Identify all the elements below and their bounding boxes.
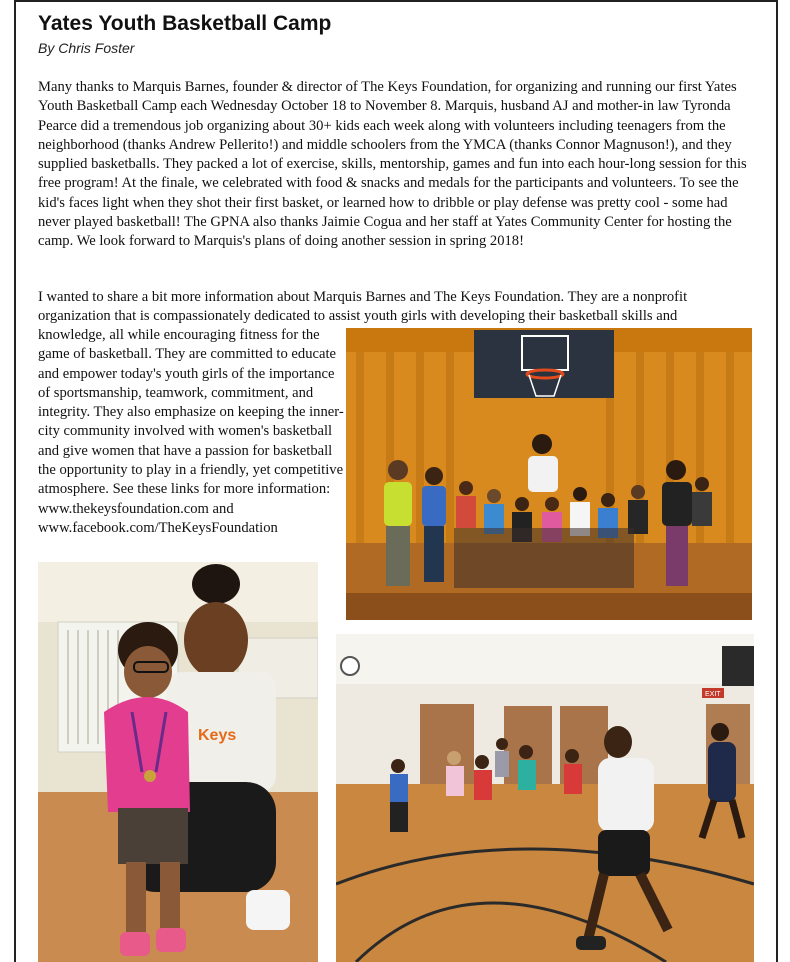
article-paragraph-2-rest: knowledge, all while encouraging fitness for the game of basketball. They are committed to educate and empower today's youth girls of the importance of sportsmanship, teamwork, commitment, and integrity. They also emphasize on keeping the inner-city community involved with women's basketball and give women that have a passion for basketball the opportunity to play in a friendly, yet competitive atmosphere. See these links for more information: www.thekeysfoundation.com and www.facebook.com/TheKeysFoundation	[38, 327, 344, 536]
article-title: Yates Youth Basketball Camp	[38, 12, 332, 35]
court-photo	[336, 634, 754, 962]
group-photo	[346, 328, 752, 620]
exit-sign-text: EXIT	[705, 691, 721, 698]
newsletter-page	[14, 0, 778, 962]
article-paragraph-2-intro: I wanted to share a bit more information about Marquis Barnes and The Keys Foundation. They are a nonprofit organization that is compassionately dedicated to assist youth girls with developing their basketball skills and	[38, 289, 688, 325]
article-paragraph-1: Many thanks to Marquis Barnes, founder & director of The Keys Foundation, for organizing and running our first Yates Youth Basketball Camp each Wednesday October 18 to November 8. Marquis, husband AJ and mother-in law Tyronda Pearce did a tremendous job organizing about 30+ kids each week along with volunteers including teenagers from the neighborhood (thanks Andrew Pellerito!) and middle schoolers from the YMCA (thanks Connor Magnuson!), and they supplied basketballs. They packed a lot of exercise, skills, mentorship, games and fun into each hour-long session for this free program! At the finale, we celebrated with food & snacks and medals for the participants and volunteers. To see the kid's faces light when they shot their first basket, or learned how to dribble or play defense was pretty cool - some had never played basketball! The GPNA also thanks Jaimie Cogua and her staff at Yates Community Center for hosting the camp. We look forward to Marquis's plans of doing another session in spring 2018!	[38, 79, 747, 250]
article-byline: By Chris Foster	[38, 40, 135, 56]
girls-photo	[38, 562, 318, 962]
shirt-logo-text: Keys	[198, 727, 237, 744]
